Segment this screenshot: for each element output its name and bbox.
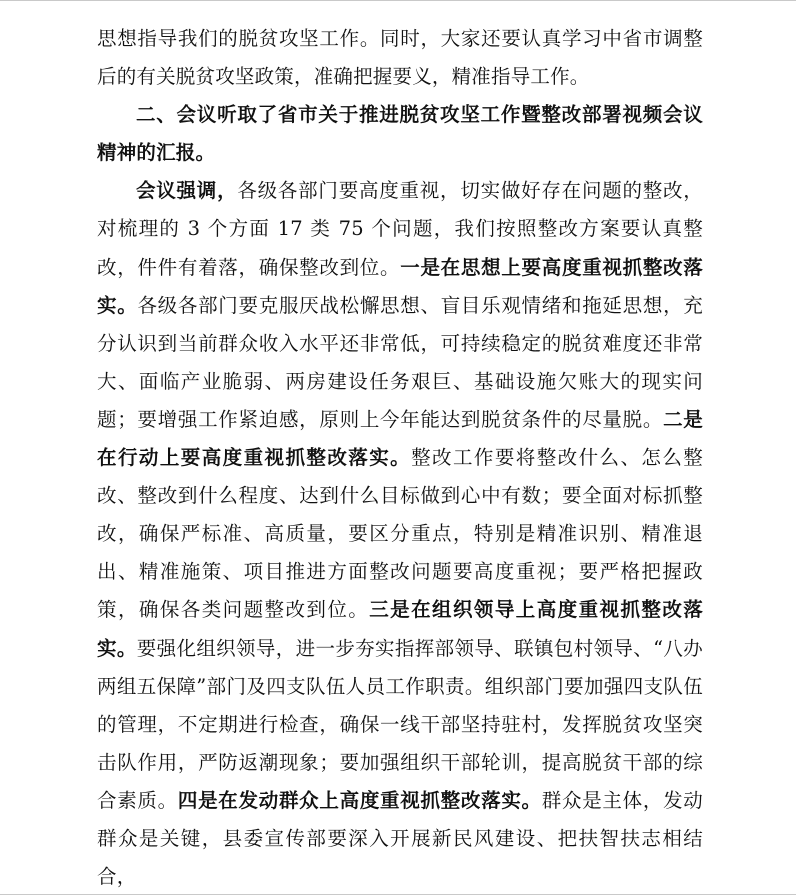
point-four-heading: 四是在发动群众上高度重视抓整改落实。 bbox=[177, 788, 542, 812]
point-one-text: 各级各部门要克服厌战松懈思想、盲目乐观情绪和拖延思想，充分认识到当前群众收入水平还非常低，可持续稳定的脱贫难度还非常大、面临产业脆弱、两房建设任务艰巨、基础设施欠账大的现实问题；要增强工作紧迫感，原则上今年能达到脱贫条件的尽量脱。 bbox=[97, 293, 703, 431]
paragraph-meeting-emphasis bbox=[97, 172, 703, 896]
page-top-border bbox=[0, 0, 796, 1]
body-text: 各级各部门要高度重视，切实做好存在问题的整改，对梳理的 3 个方面 17 类 75 个问题，我们按照整改方案要认真整改，件件有着落，确保整改到位。 bbox=[97, 179, 703, 279]
section-heading-2-text: 二、会议听取了省市关于推进脱贫攻坚工作暨整改部署视频会议精神的汇报。 bbox=[97, 103, 703, 165]
section-heading-2 bbox=[97, 96, 703, 172]
lead-phrase: 会议强调， bbox=[136, 179, 238, 203]
point-four-text: 群众是主体，发动群众是关键，县委宣传部要深入开展新民风建设、把扶智扶志相结合， bbox=[97, 788, 703, 889]
paragraph-policy-study: 思想指导我们的脱贫攻坚工作。同时，大家还要认真学习中省市调整后的有关脱贫攻坚政策，准确把握要义，精准指导工作。 bbox=[97, 27, 703, 89]
point-two-text: 整改工作要将整改什么、怎么整改、整改到什么程度、达到什么目标做到心中有数；要全面对标抓整改，确保严标准、高质量，要区分重点，特别是精准识别、精准退出、精准施策、项目推进方面整改问题要高度重视；要严格把握政策，确保各类问题整改到位。 bbox=[97, 446, 703, 622]
point-two-heading: 二是在行动上要高度重视抓整改落实。 bbox=[97, 407, 703, 470]
point-three-text: 要强化组织领导，进一步夯实指挥部领导、联镇包村领导、“八办两组五保障”部门及四支队伍人员工作职责。组织部门要加强四支队伍的管理，不定期进行检查，确保一线干部坚持驻村，发挥脱贫攻坚突击队作用，严防返潮现象；要加强组织干部轮训，提高脱贫干部的综合素质。 bbox=[97, 636, 703, 812]
point-one-heading: 一是在思想上要高度重视抓整改落实。 bbox=[97, 255, 703, 317]
point-three-heading: 三是在组织领导上高度重视抓整改落实。 bbox=[97, 598, 704, 660]
document-body bbox=[97, 20, 703, 896]
